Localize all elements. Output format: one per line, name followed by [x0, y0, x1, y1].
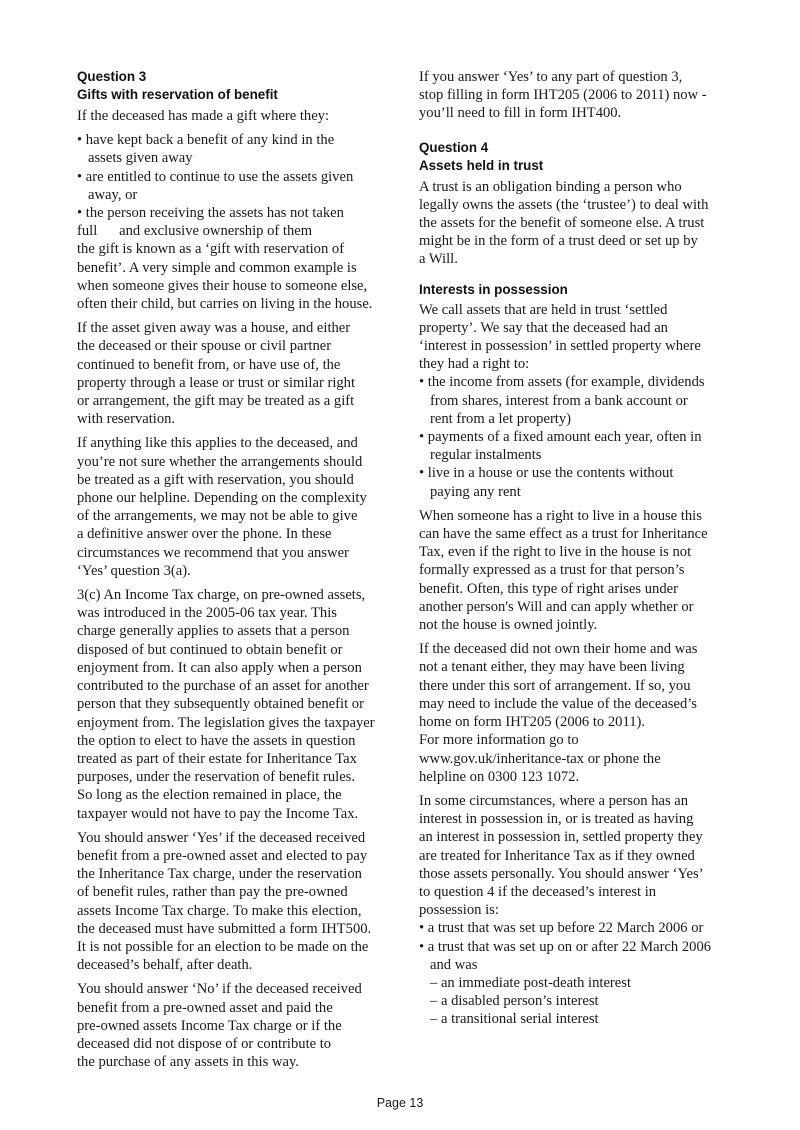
- paragraph: We call assets that are held in trust ‘settled property’. We say that the deceased had an ‘interest in possession’ in settled property where they had a right to:: [419, 301, 701, 373]
- paragraph: If the asset given away was a house, and either the deceased or their spouse or civil partner continued to benefit from, or have use of, the property through a lease or trust or similar right or arrangement, the gift may be treated as a gift with reservation.: [77, 320, 356, 428]
- right-column: [419, 68, 744, 1029]
- paragraph: If the deceased did not own their home and was not a tenant either, they may have been living there under this sort of arrangement. If so, you may need to include the value of the deceased’s home on form IHT205 (2006 to 2011). For more information go to www.gov.uk/inheritance-tax or phone the helpline on 0300 123 1072.: [419, 640, 744, 786]
- list-item: • are entitled to continue to use the assets given away, or: [77, 168, 354, 203]
- paragraph: You should answer ‘No’ if the deceased received benefit from a pre-owned asset and paid the pre-owned assets Income Tax charge or if the deceased did not dispose of or contribute to the purchase of any assets in this way.: [77, 981, 362, 1071]
- paragraph: When someone has a right to live in a house this can have the same effect as a trust for Inheritance Tax, even if the right to live in the house is not formally expressed as a trust for that person’s benefit. Often, this type of right arises under another person's Will and can apply whether or not the house is owned jointly.: [419, 507, 708, 634]
- paragraph: A trust is an obligation binding a person who legally owns the assets (the ‘trustee’) to deal with the assets for the benefit of someone else. A trust might be in the form of a trust deed or set up by a Will.: [419, 178, 709, 268]
- paragraph: the gift is known as a ‘gift with reservation of benefit’. A very simple and common example is when someone gives their house to someone else, often their child, but carries on living in the house.: [77, 241, 373, 313]
- list-item: • have kept back a benefit of any kind in the assets given away: [77, 132, 335, 167]
- list-item: – a transitional serial interest: [430, 1011, 599, 1028]
- list-item: • the person receiving the assets has not taken full and exclusive ownership of them: [77, 205, 344, 240]
- interests-in-possession-heading: Interests in possession: [419, 281, 568, 297]
- paragraph: If you answer ‘Yes’ to any part of question 3, stop filling in form IHT205 (2006 to 2011) now - you’ll need to fill in form IHT400.: [419, 69, 707, 122]
- question-4-title: Assets held in trust: [419, 157, 544, 173]
- helpline-number: helpline on 0300 123 1072.: [419, 768, 580, 785]
- list-item: – a disabled person’s interest: [430, 993, 599, 1010]
- list-item: • a trust that was set up on or after 22 March 2006 and was: [419, 938, 712, 973]
- question-3-label: Question 3: [77, 69, 147, 84]
- paragraph: In some circumstances, where a person has an interest in possession in, or is treated as having an interest in possession in, settled property they are treated for Inheritance Tax as if they owned those assets personally. You should answer ‘Yes’ to question 4 if the deceased’s interest in possession is:: [419, 792, 704, 919]
- website-link[interactable]: www.gov.uk/inheritance-tax or phone the: [419, 750, 661, 767]
- paragraph: If anything like this applies to the deceased, and you’re not sure whether the arrangements should be treated as a gift with reservation, you should phone our helpline. Depending on the complexity of the arrangements, we may not be able to give a definitive answer over the phone. In these circumstances we recommend that you answer ‘Yes’ question 3(a).: [77, 435, 367, 579]
- question-4-label: Question 4: [419, 139, 489, 155]
- page-number: Page 13: [376, 1096, 424, 1110]
- list-item: • live in a house or use the contents without paying any rent: [419, 465, 674, 500]
- intro-text: If the deceased has made a gift where they:: [77, 108, 330, 124]
- paragraph: You should answer ‘Yes’ if the deceased received benefit from a pre-owned asset and elected to pay the Inheritance Tax charge, under the reservation of benefit rules, rather than pay the pre-owned assets Income Tax charge. To make this election, the deceased must have submitted a form IHT500. It is not possible for an election to be made on the deceased’s behalf, after death.: [77, 829, 372, 974]
- gift-conditions-list: [77, 131, 402, 240]
- list-item: • the income from assets (for example, dividends from shares, interest from a bank account or rent from a let property): [419, 374, 705, 427]
- list-item: – an immediate post-death interest: [430, 974, 632, 991]
- list-item: • payments of a fixed amount each year, often in regular instalments: [419, 429, 702, 464]
- rights-list: [419, 373, 744, 500]
- paragraph: 3(c) An Income Tax charge, on pre-owned assets, was introduced in the 2005-06 tax year. This charge generally applies to assets that a person disposed of but continued to obtain benefit or enjoyment from. It can also apply when a person contributed to the purchase of an asset for another person that they subsequently obtained benefit or enjoyment from. The legislation gives the taxpayer the option to elect to have the assets in question treated as part of their estate for Inheritance Tax purposes, under the reservation of benefit rules. So long as the election remained in place, the taxpayer would not have to pay the Income Tax.: [77, 587, 375, 822]
- trust-types-list: [419, 919, 744, 1028]
- question-3-title: Gifts with reservation of benefit: [77, 87, 278, 102]
- left-column: [77, 68, 402, 1077]
- list-item: • a trust that was set up before 22 March 2006 or: [419, 920, 704, 937]
